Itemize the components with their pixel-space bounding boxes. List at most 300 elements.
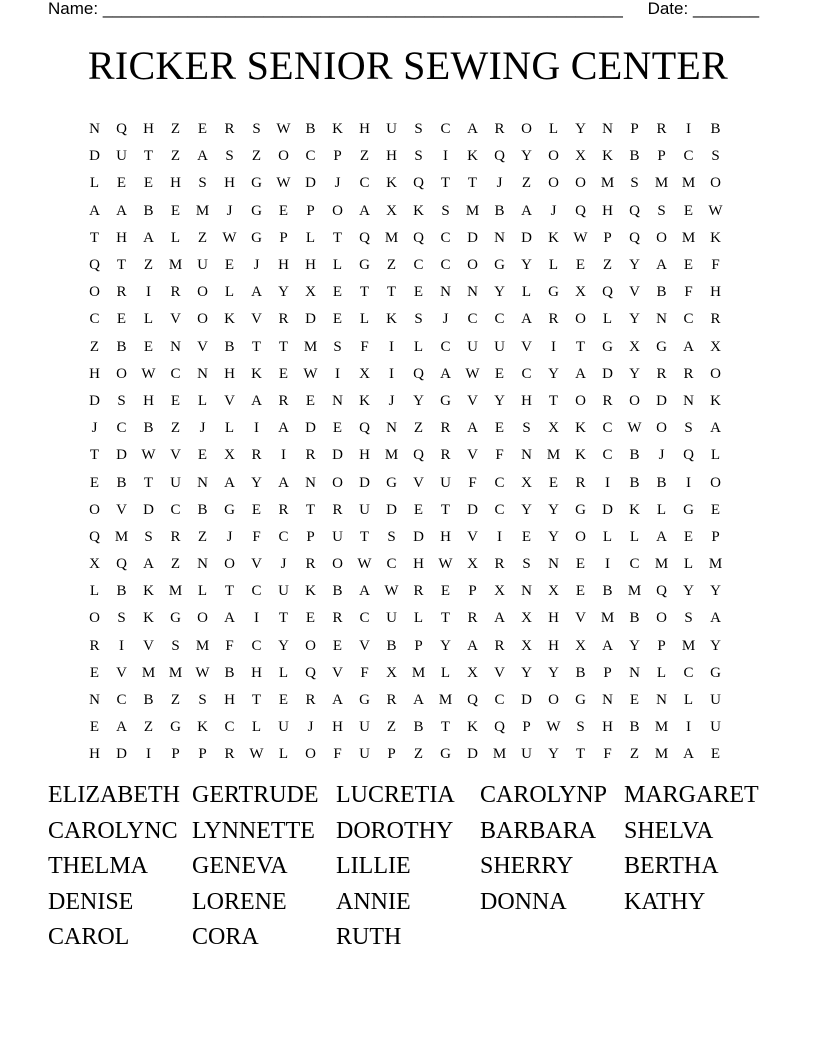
grid-letter: A (278, 474, 289, 491)
grid-letter: E (683, 257, 694, 274)
grid-letter: N (170, 338, 181, 355)
grid-letter: B (143, 692, 154, 709)
grid-letter: I (389, 365, 394, 382)
grid-letter: R (440, 420, 451, 437)
grid-letter: L (89, 583, 100, 600)
grid-letter: I (686, 121, 691, 138)
grid-letter: F (684, 284, 693, 301)
grid-letter: K (224, 311, 235, 328)
grid-letter: F (468, 474, 477, 491)
grid-letter: P (657, 637, 666, 654)
grid-letter: V (494, 664, 505, 681)
grid-letter: P (387, 746, 396, 763)
grid-letter: R (386, 692, 397, 709)
grid-letter: O (710, 175, 721, 192)
grid-letter: K (548, 229, 559, 246)
grid-letter: B (143, 420, 154, 437)
grid-letter: X (359, 365, 370, 382)
grid-letter: B (116, 338, 127, 355)
grid-letter: E (305, 610, 316, 627)
word-list-item: CAROLYNP (480, 782, 607, 808)
grid-letter: K (575, 447, 586, 464)
grid-letter: U (116, 148, 127, 165)
word-list-item: KATHY (624, 888, 706, 915)
grid-letter: R (494, 556, 505, 573)
grid-letter: K (305, 583, 316, 600)
grid-letter: M (114, 528, 129, 545)
grid-letter: Q (359, 420, 370, 437)
grid-letter: R (278, 392, 289, 409)
grid-letter: E (575, 556, 586, 573)
grid-letter: M (438, 692, 453, 709)
word-list-item: ANNIE (336, 888, 411, 915)
grid-letter: Y (494, 392, 505, 409)
grid-letter: L (548, 257, 559, 274)
grid-letter: E (440, 583, 451, 600)
grid-letter: N (197, 365, 208, 382)
grid-letter: C (116, 420, 127, 437)
grid-letter: Y (548, 746, 559, 763)
grid-letter: Y (521, 664, 532, 681)
grid-letter: H (548, 610, 559, 627)
grid-letter: D (89, 392, 100, 409)
grid-letter: C (494, 474, 505, 491)
grid-letter: G (251, 175, 262, 192)
grid-letter: I (605, 556, 610, 573)
grid-letter: L (170, 229, 181, 246)
grid-letter: L (143, 311, 154, 328)
grid-letter: Y (521, 148, 532, 165)
grid-letter: F (360, 664, 369, 681)
grid-letter: E (143, 175, 154, 192)
grid-letter: T (305, 501, 316, 518)
grid-letter: A (467, 637, 478, 654)
grid-letter: S (171, 637, 180, 654)
grid-letter: H (89, 365, 100, 382)
grid-letter: B (224, 338, 235, 355)
grid-letter: C (521, 365, 532, 382)
grid-letter: P (171, 746, 180, 763)
grid-letter: R (332, 610, 343, 627)
grid-letter: Z (170, 121, 181, 138)
grid-letter: S (198, 175, 207, 192)
grid-letter: T (89, 229, 100, 246)
grid-letter: N (440, 284, 451, 301)
grid-letter: X (575, 284, 586, 301)
grid-letter: D (521, 229, 532, 246)
grid-letter: E (710, 501, 721, 518)
grid-letter: W (276, 121, 291, 138)
grid-letter: Z (629, 746, 640, 763)
grid-letter: H (278, 257, 289, 274)
grid-letter: J (496, 175, 503, 192)
grid-letter: G (710, 664, 721, 681)
grid-letter: M (465, 202, 480, 219)
grid-letter: M (411, 664, 426, 681)
grid-letter: N (602, 692, 613, 709)
grid-letter: U (359, 719, 370, 736)
grid-letter: L (440, 664, 451, 681)
grid-letter: K (386, 311, 397, 328)
grid-letter: Q (413, 229, 424, 246)
grid-letter: X (575, 148, 586, 165)
grid-letter: M (195, 637, 210, 654)
grid-letter: Z (143, 257, 154, 274)
grid-letter: A (467, 420, 478, 437)
grid-letter: K (467, 148, 478, 165)
grid-letter: Y (521, 257, 532, 274)
grid-letter: H (251, 664, 262, 681)
grid-letter: U (170, 474, 181, 491)
grid-letter: V (629, 284, 640, 301)
grid-letter: C (251, 637, 262, 654)
word-list-item: THELMA (48, 853, 148, 879)
grid-letter: E (197, 447, 208, 464)
grid-letter: R (548, 311, 559, 328)
grid-letter: M (492, 746, 507, 763)
grid-letter: I (254, 420, 259, 437)
grid-letter: A (440, 365, 451, 382)
grid-letter: X (548, 583, 559, 600)
grid-letter: Q (89, 257, 100, 274)
grid-letter: S (117, 610, 126, 627)
grid-letter: A (683, 746, 694, 763)
grid-letter: P (414, 637, 423, 654)
grid-letter: H (170, 175, 181, 192)
grid-letter: I (389, 338, 394, 355)
grid-letter: C (251, 583, 262, 600)
word-list-item: DENISE (48, 888, 134, 915)
grid-letter: B (710, 121, 721, 138)
grid-letter: Y (251, 474, 262, 491)
grid-letter: F (225, 637, 234, 654)
grid-letter: G (170, 610, 181, 627)
grid-letter: V (116, 664, 127, 681)
grid-letter: H (143, 392, 154, 409)
grid-letter: S (252, 121, 261, 138)
grid-letter: I (686, 474, 691, 491)
grid-letter: E (332, 420, 343, 437)
grid-letter: A (494, 610, 505, 627)
grid-letter: S (522, 420, 531, 437)
grid-letter: V (251, 556, 262, 573)
grid-letter: E (170, 202, 181, 219)
grid-letter: E (197, 121, 208, 138)
grid-letter: R (467, 610, 478, 627)
grid-letter: V (143, 637, 154, 654)
grid-letter: R (413, 583, 424, 600)
grid-letter: P (468, 583, 477, 600)
grid-letter: E (710, 746, 721, 763)
grid-letter: L (305, 229, 316, 246)
grid-letter: M (654, 175, 669, 192)
grid-letter: W (195, 664, 210, 681)
grid-letter: D (359, 474, 370, 491)
grid-letter: V (467, 528, 478, 545)
grid-letter: G (683, 501, 694, 518)
grid-letter: B (629, 148, 640, 165)
grid-letter: T (224, 583, 235, 600)
grid-letter: L (656, 664, 667, 681)
grid-letter: E (332, 311, 343, 328)
grid-letter: Q (494, 719, 505, 736)
grid-letter: C (467, 311, 478, 328)
grid-letter: R (332, 501, 343, 518)
grid-letter: V (521, 338, 532, 355)
grid-letter: R (575, 474, 586, 491)
grid-letter: D (305, 420, 316, 437)
grid-letter: S (387, 528, 396, 545)
grid-letter: A (467, 121, 478, 138)
grid-letter: Z (602, 257, 613, 274)
grid-letter: R (494, 121, 505, 138)
grid-letter: L (413, 338, 424, 355)
grid-letter: O (710, 365, 721, 382)
grid-letter: Y (494, 284, 505, 301)
grid-letter: E (170, 392, 181, 409)
grid-letter: Z (170, 420, 181, 437)
grid-letter: Q (629, 202, 640, 219)
grid-letter: Q (683, 447, 694, 464)
grid-letter: G (251, 202, 262, 219)
grid-letter: O (575, 528, 586, 545)
grid-letter: B (629, 474, 640, 491)
grid-letter: A (332, 692, 343, 709)
grid-letter: T (278, 610, 289, 627)
grid-letter: S (711, 148, 720, 165)
grid-letter: O (332, 474, 343, 491)
grid-letter: R (710, 311, 721, 328)
grid-letter: H (386, 148, 397, 165)
grid-letter: E (224, 257, 235, 274)
grid-letter: K (143, 583, 154, 600)
grid-letter: E (143, 338, 154, 355)
grid-letter: I (146, 746, 151, 763)
grid-letter: L (251, 719, 262, 736)
grid-letter: M (546, 447, 561, 464)
grid-letter: R (89, 637, 100, 654)
grid-letter: R (656, 365, 667, 382)
grid-letter: O (467, 257, 478, 274)
grid-letter: M (600, 175, 615, 192)
grid-letter: C (170, 365, 181, 382)
grid-letter: J (442, 311, 449, 328)
grid-letter: T (440, 175, 451, 192)
grid-letter: X (494, 583, 505, 600)
grid-letter: B (116, 474, 127, 491)
grid-letter: I (497, 528, 502, 545)
grid-letter: O (197, 610, 208, 627)
grid-letter: V (359, 637, 370, 654)
grid-letter: X (89, 556, 100, 573)
header-line (48, 0, 759, 18)
grid-letter: E (575, 583, 586, 600)
grid-letter: Q (89, 528, 100, 545)
grid-letter: J (253, 257, 260, 274)
grid-letter: Z (521, 175, 532, 192)
word-list-item: CAROLYNC (48, 817, 178, 844)
grid-letter: R (170, 284, 181, 301)
grid-letter: I (686, 719, 691, 736)
grid-letter: N (521, 447, 532, 464)
grid-letter: B (494, 202, 505, 219)
grid-letter: P (657, 148, 666, 165)
grid-letter: I (443, 148, 448, 165)
grid-letter: R (251, 447, 262, 464)
grid-letter: O (548, 148, 559, 165)
grid-letter: O (656, 610, 667, 627)
grid-letter: E (89, 474, 100, 491)
grid-letter: N (197, 474, 208, 491)
grid-letter: A (251, 392, 262, 409)
grid-letter: O (278, 148, 289, 165)
grid-letter: S (630, 175, 639, 192)
grid-letter: N (467, 284, 478, 301)
grid-letter: C (386, 556, 397, 573)
grid-letter: J (658, 447, 665, 464)
grid-letter: Y (548, 664, 559, 681)
grid-letter: L (710, 447, 721, 464)
grid-letter: I (281, 447, 286, 464)
grid-letter: D (305, 175, 316, 192)
grid-letter: Z (251, 148, 262, 165)
grid-letter: U (521, 746, 532, 763)
word-list-item: RUTH (336, 924, 402, 950)
grid-letter: S (684, 420, 693, 437)
name-label: Name: (48, 0, 99, 18)
grid-letter: A (359, 583, 370, 600)
grid-letter: K (602, 148, 613, 165)
grid-letter: D (467, 746, 478, 763)
grid-letter: N (602, 121, 613, 138)
grid-letter: T (143, 148, 154, 165)
grid-letter: A (521, 311, 532, 328)
grid-letter: K (332, 121, 343, 138)
grid-letter: B (224, 664, 235, 681)
grid-letter: V (170, 311, 181, 328)
grid-letter: G (251, 229, 262, 246)
grid-letter: O (224, 556, 235, 573)
word-search-grid (81, 116, 729, 769)
grid-letter: P (522, 719, 531, 736)
grid-letter: Q (656, 583, 667, 600)
grid-letter: E (413, 284, 424, 301)
grid-letter: O (710, 474, 721, 491)
grid-letter: E (683, 528, 694, 545)
grid-letter: H (359, 447, 370, 464)
grid-letter: J (388, 392, 395, 409)
grid-letter: D (521, 692, 532, 709)
grid-letter: C (683, 148, 694, 165)
grid-letter: N (386, 420, 397, 437)
grid-letter: E (521, 528, 532, 545)
grid-letter: L (521, 284, 532, 301)
grid-letter: E (332, 284, 343, 301)
grid-letter: A (251, 284, 262, 301)
grid-letter: F (495, 447, 504, 464)
grid-letter: Y (278, 284, 289, 301)
grid-letter: O (89, 284, 100, 301)
grid-letter: D (602, 365, 613, 382)
grid-letter: W (546, 719, 561, 736)
grid-letter: U (467, 338, 478, 355)
grid-letter: J (199, 420, 206, 437)
grid-letter: C (359, 175, 370, 192)
grid-letter: C (683, 664, 694, 681)
grid-letter: N (629, 664, 640, 681)
grid-letter: L (683, 556, 694, 573)
grid-letter: P (279, 229, 288, 246)
grid-letter: V (197, 338, 208, 355)
grid-letter: X (386, 664, 397, 681)
grid-letter: Q (305, 664, 316, 681)
grid-letter: Z (386, 257, 397, 274)
grid-letter: S (144, 528, 153, 545)
grid-letter: M (600, 610, 615, 627)
grid-letter: U (386, 121, 397, 138)
grid-letter: M (168, 257, 183, 274)
grid-letter: R (224, 121, 235, 138)
name-blank: _______________________________________________________ (102, 0, 623, 18)
grid-letter: Z (197, 229, 208, 246)
grid-letter: M (681, 637, 696, 654)
grid-letter: I (119, 637, 124, 654)
grid-letter: O (575, 311, 586, 328)
grid-letter: V (575, 610, 586, 627)
grid-letter: F (711, 257, 720, 274)
grid-letter: C (278, 528, 289, 545)
grid-letter: I (551, 338, 556, 355)
grid-letter: O (656, 420, 667, 437)
grid-letter: G (170, 719, 181, 736)
grid-letter: L (332, 257, 343, 274)
grid-letter: C (359, 610, 370, 627)
grid-letter: O (305, 637, 316, 654)
grid-letter: T (440, 719, 451, 736)
grid-letter: T (359, 528, 370, 545)
word-list-item: CAROL (48, 924, 130, 950)
grid-letter: E (251, 501, 262, 518)
grid-letter: X (467, 556, 478, 573)
grid-letter: U (278, 719, 289, 736)
grid-letter: P (306, 528, 315, 545)
grid-letter: M (681, 175, 696, 192)
grid-letter: U (359, 501, 370, 518)
grid-letter: O (575, 392, 586, 409)
grid-letter: Q (629, 229, 640, 246)
grid-letter: K (197, 719, 208, 736)
grid-letter: S (441, 202, 450, 219)
grid-letter: F (252, 528, 261, 545)
grid-letter: B (197, 501, 208, 518)
grid-letter: O (197, 284, 208, 301)
grid-letter: K (467, 719, 478, 736)
grid-letter: A (521, 202, 532, 219)
grid-letter: E (629, 692, 640, 709)
grid-letter: A (683, 338, 694, 355)
grid-letter: C (170, 501, 181, 518)
grid-letter: O (548, 692, 559, 709)
grid-letter: B (629, 447, 640, 464)
grid-letter: S (684, 610, 693, 627)
grid-letter: D (413, 528, 424, 545)
grid-letter: Y (575, 121, 586, 138)
grid-letter: P (333, 148, 342, 165)
grid-letter: P (603, 664, 612, 681)
grid-letter: Y (278, 637, 289, 654)
grid-letter: Z (413, 420, 424, 437)
grid-letter: H (143, 121, 154, 138)
